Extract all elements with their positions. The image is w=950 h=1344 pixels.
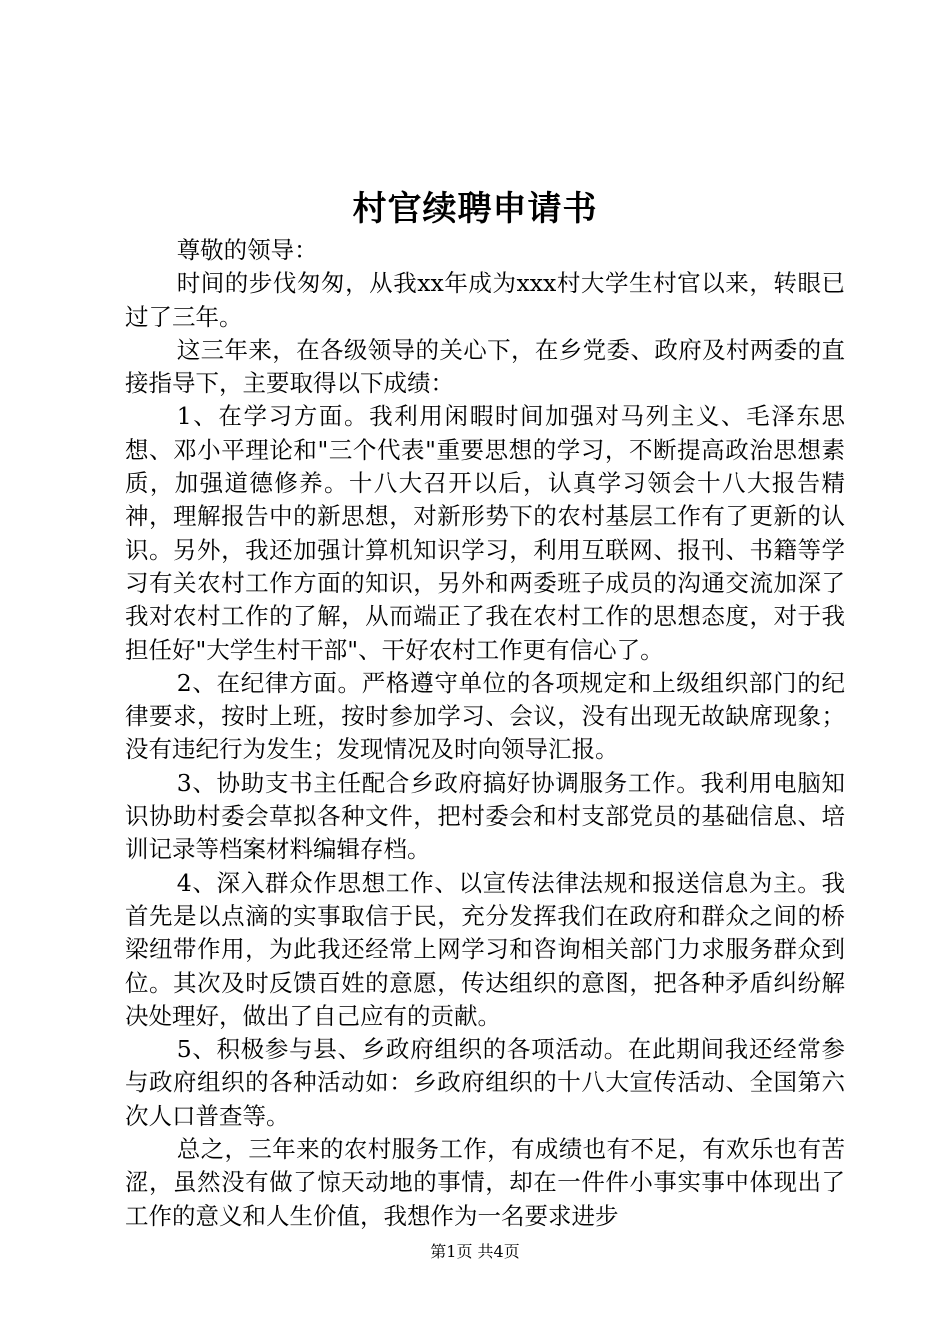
paragraph-masses-work: 4、深入群众作思想工作、以宣传法律法规和报送信息为主。我首先是以点滴的实事取信于民，充分发挥我们在政府和群众之间的桥梁纽带作用，为此我还经常上网学习和咨询相关部门力求服务群众到位。其次及时反馈百姓的意愿，传达组织的意图，把各种矛盾纠纷解决处理好，做出了自己应有的贡献。	[125, 868, 845, 1030]
paragraph-study: 1、在学习方面。我利用闲暇时间加强对马列主义、毛泽东思想、邓小平理论和"三个代表"重要思想的学习，不断提高政治思想素质，加强道德修养。十八大召开以后，认真学习领会十八大报告精神，理解报告中的新思想，对新形势下的农村基层工作有了更新的认识。另外，我还加强计算机知识学习，利用互联网、报刊、书籍等学习有关农村工作方面的知识，另外和两委班子成员的沟通交流加深了我对农村工作的了解，从而端正了我在农村工作的思想态度，对于我担任好"大学生村干部"、干好农村工作更有信心了。	[125, 402, 845, 664]
paragraph-summary-lead: 这三年来，在各级领导的关心下，在乡党委、政府及村两委的直接指导下，主要取得以下成绩：	[125, 335, 845, 398]
paragraph-discipline: 2、在纪律方面。严格遵守单位的各项规定和上级组织部门的纪律要求，按时上班，按时参加学习、会议，没有出现无故缺席现象；没有违纪行为发生；发现情况及时向领导汇报。	[125, 668, 845, 764]
salutation: 尊敬的领导：	[176, 236, 318, 264]
page-number-footer: 第1页 共4页	[430, 1242, 520, 1261]
paragraph-coordination: 3、协助支书主任配合乡政府搞好协调服务工作。我利用电脑知识协助村委会草拟各种文件，把村委会和村支部党员的基础信息、培训记录等档案材料编辑存档。	[125, 768, 845, 864]
paragraph-intro: 时间的步伐匆匆，从我xx年成为xxx村大学生村官以来，转眼已过了三年。	[125, 269, 845, 331]
document-body	[125, 234, 845, 1233]
document-title: 村官续聘申请书	[352, 189, 598, 229]
paragraph-conclusion: 总之，三年来的农村服务工作，有成绩也有不足，有欢乐也有苦涩，虽然没有做了惊天动地的事情，却在一件件小事实事中体现出了工作的意义和人生价值，我想作为一名要求进步	[125, 1135, 845, 1230]
paragraph-activities: 5、积极参与县、乡政府组织的各项活动。在此期间我还经常参与政府组织的各种活动如：乡政府组织的十八大宣传活动、全国第六次人口普查等。	[125, 1035, 845, 1130]
